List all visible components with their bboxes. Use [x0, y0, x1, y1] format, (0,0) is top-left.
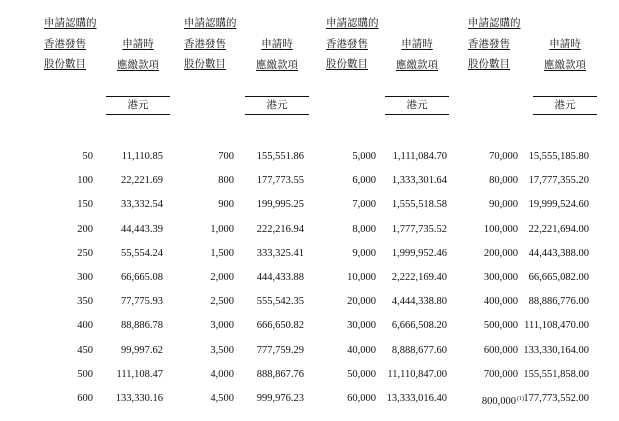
amount-cell: 15,555,185.80 [528, 151, 589, 162]
shares-cell: 60,000 [347, 392, 376, 404]
shares-header-line: 香港發售 [44, 38, 86, 50]
amount-cell: 222,216.94 [256, 223, 304, 235]
amount-cell: 333,325.41 [256, 247, 304, 259]
amount-cell: 55,554.24 [121, 247, 163, 259]
amount-cell: 444,433.88 [256, 271, 304, 283]
shares-cell: 4,500 [210, 392, 234, 404]
amount-header-line: 申請時 [401, 39, 433, 50]
shares-cell: 90,000 [489, 199, 518, 211]
shares-cell: 20,000 [347, 296, 376, 308]
shares-header-line: 申請認購的 [326, 18, 379, 29]
shares-cell: 1,000 [210, 223, 234, 235]
amount-cell: 1,999,952.46 [391, 247, 447, 259]
amount-header-line: 應繳款項 [256, 59, 298, 71]
amount-cell: 888,867.76 [256, 368, 304, 380]
shares-header-line: 香港發售 [468, 38, 510, 50]
table-row [0, 169, 619, 193]
shares-cell: 800,000$^{(1)}$ [481, 395, 524, 407]
amount-cell: 155,551.86 [256, 151, 304, 162]
amount-cell: 177,773.55 [256, 175, 304, 187]
amount-cell: 777,759.29 [256, 344, 304, 356]
amount-cell: 88,886,776.00 [528, 296, 589, 308]
amount-cell: 17,777,355.20 [528, 175, 589, 187]
shares-cell: 3,500 [210, 344, 234, 356]
amount-cell: 133,330,164.00 [523, 344, 589, 356]
amount-cell: 1,777,735.52 [391, 223, 447, 235]
table-row [0, 363, 619, 387]
amount-cell: 2,222,169.40 [391, 271, 447, 283]
shares-cell: 800 [218, 175, 234, 187]
currency-unit-label: 港元 [106, 96, 170, 115]
table-row [0, 193, 619, 217]
table-row [0, 218, 619, 242]
amount-column-header [245, 35, 309, 76]
shares-cell: 600,000 [483, 344, 518, 356]
amount-cell: 22,221,694.00 [528, 223, 589, 235]
shares-cell: 9,000 [352, 247, 376, 259]
shares-header-line: 股份數目 [326, 59, 368, 70]
shares-cell: 300,000 [483, 271, 518, 283]
amount-cell: 99,997.62 [121, 344, 163, 356]
amount-cell: 77,775.93 [121, 296, 163, 308]
amount-cell: 177,773,552.00 [523, 392, 589, 404]
shares-cell: 30,000 [347, 320, 376, 332]
shares-cell: 7,000 [352, 199, 376, 211]
amount-cell: 13,333,016.40 [386, 392, 447, 404]
amount-cell: 1,555,518.58 [391, 199, 447, 211]
table-row [0, 387, 619, 411]
shares-cell: 10,000 [347, 271, 376, 283]
currency-unit-label: 港元 [245, 96, 309, 115]
amount-cell: 1,111,084.70 [392, 151, 447, 162]
shares-header-line: 香港發售 [326, 38, 368, 50]
currency-unit-label: 港元 [385, 96, 449, 115]
shares-cell: 100 [77, 175, 93, 187]
amount-cell: 8,888,677.60 [391, 344, 447, 356]
amount-column-header [106, 35, 170, 76]
amount-cell: 19,999,524.60 [528, 199, 589, 211]
amount-header-line: 應繳款項 [117, 59, 159, 71]
amount-header-line: 應繳款項 [396, 59, 438, 71]
amount-column-header [385, 35, 449, 76]
amount-header-line: 申請時 [261, 39, 293, 50]
table-row [0, 290, 619, 314]
shares-cell: 1,500 [210, 247, 234, 259]
amount-cell: 44,443,388.00 [528, 247, 589, 259]
amount-cell: 88,886.78 [121, 320, 163, 332]
shares-header-line: 申請認購的 [44, 18, 97, 29]
amount-cell: 22,221.69 [121, 175, 163, 187]
amount-cell: 199,995.25 [256, 199, 304, 211]
shares-cell: 50,000 [347, 368, 376, 380]
shares-column-header [326, 14, 379, 76]
footnote-marker: (1) [517, 395, 524, 402]
shares-cell: 50 [82, 151, 93, 162]
table-row [0, 242, 619, 266]
amount-cell: 66,665,082.00 [528, 271, 589, 283]
amount-header-line: 申請時 [549, 39, 581, 50]
shares-cell: 2,500 [210, 296, 234, 308]
shares-cell: 600 [77, 392, 93, 404]
amount-column-header [533, 35, 597, 76]
shares-column-header [184, 14, 237, 76]
shares-cell: 300 [77, 271, 93, 283]
shares-cell: 4,000 [210, 368, 234, 380]
amount-cell: 111,108,470.00 [524, 320, 589, 332]
shares-cell: 70,000 [489, 151, 518, 162]
shares-cell: 450 [77, 344, 93, 356]
shares-cell: 3,000 [210, 320, 234, 332]
shares-cell: 200 [77, 223, 93, 235]
amount-cell: 133,330.16 [115, 392, 163, 404]
shares-cell: 900 [218, 199, 234, 211]
currency-unit-label: 港元 [533, 96, 597, 115]
table-row [0, 145, 619, 169]
shares-column-header [468, 14, 521, 76]
amount-cell: 66,665.08 [121, 271, 163, 283]
shares-cell: 150 [77, 199, 93, 211]
table-row [0, 314, 619, 338]
shares-cell: 250 [77, 247, 93, 259]
shares-cell: 400 [77, 320, 93, 332]
amount-cell: 4,444,338.80 [391, 296, 447, 308]
amount-cell: 44,443.39 [121, 223, 163, 235]
shares-cell: 500,000 [483, 320, 518, 332]
table-row [0, 339, 619, 363]
amount-cell: 666,650.82 [256, 320, 304, 332]
shares-header-line: 股份數目 [184, 59, 226, 70]
application-amount-table [0, 145, 619, 411]
shares-cell: 700,000 [483, 368, 518, 380]
shares-cell: 80,000 [489, 175, 518, 187]
shares-header-line: 股份數目 [44, 59, 86, 70]
shares-header-line: 申請認購的 [184, 18, 237, 29]
amount-header-line: 應繳款項 [544, 59, 586, 71]
shares-cell: 100,000 [483, 223, 518, 235]
amount-cell: 555,542.35 [256, 296, 304, 308]
shares-cell: 500 [77, 368, 93, 380]
amount-cell: 6,666,508.20 [391, 320, 447, 332]
shares-cell: 5,000 [352, 151, 376, 162]
amount-cell: 1,333,301.64 [391, 175, 447, 187]
shares-header-line: 股份數目 [468, 59, 510, 70]
shares-cell: 8,000 [352, 223, 376, 235]
amount-cell: 33,332.54 [121, 199, 163, 211]
shares-cell: 700 [218, 151, 234, 162]
shares-cell: 2,000 [210, 271, 234, 283]
amount-cell: 11,110,847.00 [387, 368, 447, 380]
shares-cell: 6,000 [352, 175, 376, 187]
amount-cell: 111,108.47 [116, 368, 163, 380]
shares-cell: 200,000 [483, 247, 518, 259]
amount-cell: 11,110.85 [121, 151, 163, 162]
shares-cell: 40,000 [347, 344, 376, 356]
amount-cell: 999,976.23 [256, 392, 304, 404]
shares-cell: 350 [77, 296, 93, 308]
amount-cell: 155,551,858.00 [523, 368, 589, 380]
shares-column-header [44, 14, 97, 76]
table-row [0, 266, 619, 290]
shares-header-line: 申請認購的 [468, 18, 521, 29]
shares-header-line: 香港發售 [184, 38, 226, 50]
shares-cell: 400,000 [483, 296, 518, 308]
amount-header-line: 申請時 [122, 39, 154, 50]
